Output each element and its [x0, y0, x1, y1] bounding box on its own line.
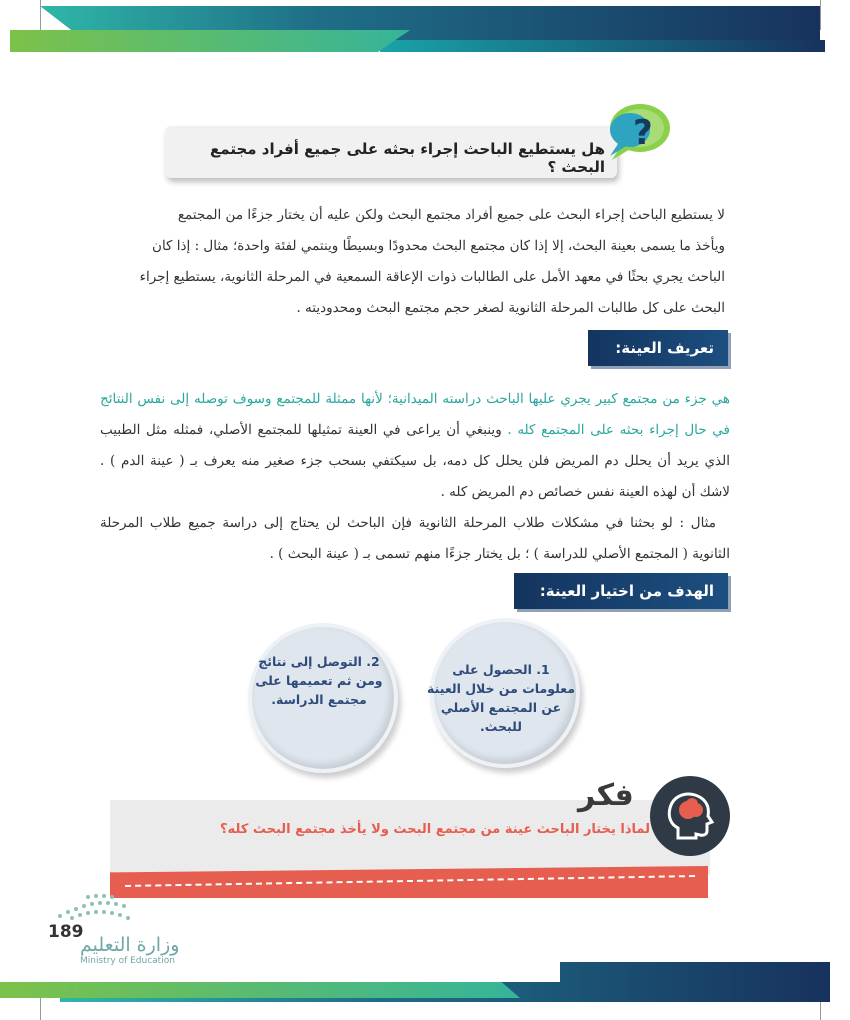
bottom-banner-green-stripe [0, 980, 520, 998]
ministry-logo-text: وزارة التعليم [80, 934, 180, 956]
intro-paragraph [100, 200, 725, 324]
top-banner-teal-stripe [380, 40, 825, 52]
intro-line: الباحث يجري بحثًا في معهد الأمل على الطالبات ذوات الإعاقة السمعية في المرحلة الثانوية، يستطيع إجراء [139, 269, 725, 285]
think-title: فكر [578, 778, 634, 813]
intro-line: لا يستطيع الباحث إجراء البحث على جميع أفراد مجتمع البحث ولكن عليه أن يختار جزءًا من المجتمع [177, 207, 725, 223]
think-question: لماذا يختار الباحث عينة من مجتمع البحث ولا يأخذ مجتمع البحث كله؟ [220, 822, 650, 837]
definition-highlight: هي جزء من مجتمع كبير يجري عليها الباحث دراسته الميدانية؛ لأنها ممثلة للمجتمع وسوف توصله إلى نفس النتائج في حال إجراء بحثه على المجتمع كله . [100, 391, 731, 438]
goal-text-2: 2. التوصل إلى نتائج ومن ثم تعميمها على مجتمع الدراسة. [255, 654, 383, 707]
crop-mark [820, 0, 821, 30]
question-mark-bubble-icon [600, 100, 672, 164]
crop-mark [40, 0, 41, 30]
section-heading-sample-definition: تعريف العينة: [588, 330, 728, 366]
definition-paragraph [100, 384, 730, 570]
section-heading-sample-goals: الهدف من اختيار العينة: [514, 573, 728, 609]
goal-text-1: 1. الحصول على معلومات من خلال العينة عن المجتمع الأصلي للبحث. [427, 662, 575, 734]
ministry-logo-text-en: Ministry of Education [80, 956, 175, 966]
page-number: 189 [48, 922, 84, 942]
ministry-logo-dots [50, 892, 140, 922]
head-brain-icon [650, 776, 730, 856]
top-banner-green-stripe [10, 30, 410, 52]
question-text: هل يستطيع الباحث إجراء بحثه على جميع أفراد مجتمع البحث ؟ [210, 140, 605, 176]
svg-text:?: ? [633, 113, 653, 153]
intro-line: البحث على كل طالبات المرحلة الثانوية لصغر حجم مجتمع البحث ومحدوديته . [296, 300, 725, 316]
intro-line: ويأخذ ما يسمى بعينة البحث، إلا إذا كان مجتمع البحث محدودًا وبسيطًا وينتمي لفئة واحدة؛ مثال : إذا كان [152, 238, 725, 254]
example-text: مثال : لو بحثنا في مشكلات طلاب المرحلة الثانوية فإن الباحث لن يحتاج إلى دراسة جميع طلاب المرحلة الثانوية ( المجتمع الأصلي للدراسة ) ؛ بل يختار جزءًا منهم تسمى بـ ( عينة البحث ) . [100, 515, 730, 562]
definition-text: وينبغي أن يراعى في العينة تمثيلها للمجتمع الأصلي، فمثله مثل الطبيب الذي يريد أن يحلل دم المريض فلن يحلل كل دمه، بل سيكتفي بسحب جزء صغير منه يعرف بـ ( عينة الدم ) . لاشك أن لهذه العينة نفس خصائص دم المريض كله . [100, 422, 730, 500]
